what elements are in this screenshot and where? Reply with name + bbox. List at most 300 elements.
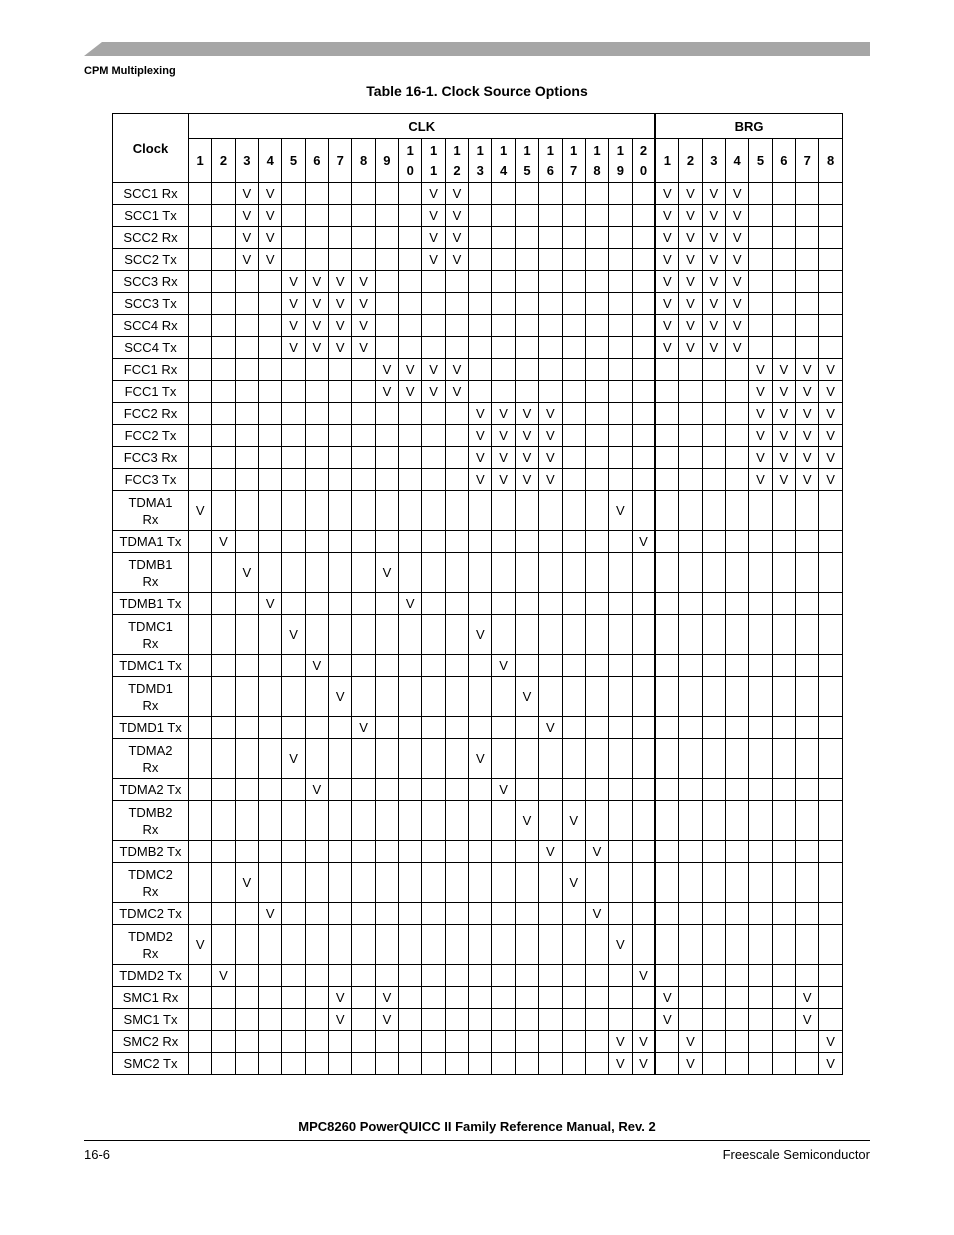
clk-cell — [282, 655, 305, 677]
clk-cell — [632, 593, 655, 615]
brg-cell — [702, 863, 725, 903]
table-row — [113, 293, 843, 315]
brg-cell — [726, 381, 749, 403]
clk-cell — [422, 337, 445, 359]
brg-cell — [726, 739, 749, 779]
brg-cell: V — [819, 359, 842, 381]
clk-cell — [585, 447, 608, 469]
clk-cell — [259, 1053, 282, 1075]
clk-cell: V — [259, 249, 282, 271]
clk-cell — [632, 801, 655, 841]
clk-cell — [445, 337, 468, 359]
clk-cell — [492, 359, 515, 381]
clk-cell — [422, 1053, 445, 1075]
clk-cell — [375, 717, 398, 739]
clk-cell — [469, 1031, 492, 1053]
brg-cell — [772, 717, 795, 739]
clk-cell: V — [189, 491, 212, 531]
brg-cell — [655, 965, 678, 987]
clk-cell — [562, 491, 585, 531]
brg-cell — [749, 739, 772, 779]
clk-cell — [329, 863, 352, 903]
brg-column-header: 5 — [749, 139, 772, 183]
clk-cell — [235, 593, 258, 615]
clk-cell: V — [469, 403, 492, 425]
clk-cell — [609, 315, 632, 337]
brg-cell — [679, 469, 702, 491]
clk-cell — [189, 447, 212, 469]
clk-column-header: 18 — [585, 139, 608, 183]
clk-cell — [492, 801, 515, 841]
clk-cell — [585, 359, 608, 381]
clk-cell — [539, 739, 562, 779]
clk-cell — [399, 779, 422, 801]
clk-cell — [329, 469, 352, 491]
row-label: SMC2 Tx — [113, 1053, 189, 1075]
clk-cell — [422, 903, 445, 925]
clk-cell — [282, 593, 305, 615]
clk-cell — [585, 271, 608, 293]
clk-cell: V — [445, 249, 468, 271]
clock-source-table — [112, 113, 843, 1075]
clk-cell — [235, 381, 258, 403]
clk-cell: V — [445, 227, 468, 249]
clk-cell — [445, 965, 468, 987]
clk-cell — [329, 925, 352, 965]
brg-cell — [749, 205, 772, 227]
clk-cell — [492, 271, 515, 293]
clk-cell — [539, 491, 562, 531]
clk-cell: V — [469, 447, 492, 469]
brg-column-header: 3 — [702, 139, 725, 183]
brg-cell — [702, 987, 725, 1009]
row-label: SCC4 Tx — [113, 337, 189, 359]
clk-cell — [469, 717, 492, 739]
clk-cell: V — [375, 359, 398, 381]
clk-cell: V — [422, 249, 445, 271]
brg-cell — [819, 531, 842, 553]
clk-cell: V — [212, 965, 235, 987]
clk-cell — [469, 381, 492, 403]
clk-cell — [399, 615, 422, 655]
brg-cell — [655, 1053, 678, 1075]
clk-cell — [329, 739, 352, 779]
clk-cell — [189, 425, 212, 447]
brg-cell — [702, 531, 725, 553]
brg-cell: V — [772, 469, 795, 491]
clk-cell — [235, 717, 258, 739]
brg-cell — [679, 491, 702, 531]
brg-cell — [819, 987, 842, 1009]
table-row — [113, 249, 843, 271]
clk-cell: V — [305, 271, 328, 293]
clk-cell — [352, 227, 375, 249]
clk-cell: V — [422, 183, 445, 205]
brg-cell — [772, 801, 795, 841]
table-row — [113, 965, 843, 987]
clk-cell — [259, 925, 282, 965]
table-row — [113, 491, 843, 531]
clk-cell — [445, 987, 468, 1009]
clk-cell — [375, 965, 398, 987]
table-row — [113, 801, 843, 841]
clk-cell — [445, 655, 468, 677]
brg-column-header: 6 — [772, 139, 795, 183]
clk-cell — [305, 227, 328, 249]
row-label: SCC3 Rx — [113, 271, 189, 293]
table-row — [113, 469, 843, 491]
clk-cell — [399, 531, 422, 553]
brg-cell — [772, 315, 795, 337]
clk-cell — [305, 447, 328, 469]
clk-cell: V — [282, 337, 305, 359]
brg-cell — [772, 615, 795, 655]
clk-cell — [632, 925, 655, 965]
clk-cell — [492, 227, 515, 249]
clk-cell — [189, 359, 212, 381]
brg-cell — [819, 227, 842, 249]
clk-cell — [212, 447, 235, 469]
clk-cell — [399, 447, 422, 469]
brg-cell — [679, 925, 702, 965]
row-label: TDMB1 Rx — [113, 553, 189, 593]
publisher-name: Freescale Semiconductor — [722, 1147, 870, 1162]
brg-cell: V — [655, 293, 678, 315]
clk-cell — [305, 965, 328, 987]
clk-cell — [212, 615, 235, 655]
clk-column-header: 10 — [399, 139, 422, 183]
brg-cell — [749, 553, 772, 593]
clk-cell — [492, 1031, 515, 1053]
brg-cell — [679, 359, 702, 381]
clk-cell — [469, 903, 492, 925]
clk-cell — [539, 863, 562, 903]
clk-cell — [585, 531, 608, 553]
clk-cell: V — [515, 677, 538, 717]
clk-cell — [352, 381, 375, 403]
clk-cell — [375, 863, 398, 903]
clk-cell — [375, 903, 398, 925]
brg-cell: V — [655, 227, 678, 249]
clk-cell — [632, 271, 655, 293]
clk-cell — [375, 249, 398, 271]
clk-cell — [492, 677, 515, 717]
brg-cell — [726, 925, 749, 965]
clk-cell — [305, 1009, 328, 1031]
clk-cell — [259, 717, 282, 739]
brg-cell — [726, 359, 749, 381]
clk-cell — [189, 403, 212, 425]
clk-cell — [259, 779, 282, 801]
brg-cell — [702, 447, 725, 469]
brg-cell: V — [702, 205, 725, 227]
brg-cell — [749, 863, 772, 903]
clk-cell — [445, 615, 468, 655]
brg-cell — [679, 381, 702, 403]
clk-cell — [562, 205, 585, 227]
brg-cell — [726, 593, 749, 615]
row-label: TDMC2 Rx — [113, 863, 189, 903]
clk-cell: V — [515, 469, 538, 491]
clk-cell — [329, 183, 352, 205]
brg-cell: V — [796, 469, 819, 491]
clk-cell — [329, 553, 352, 593]
brg-cell — [702, 717, 725, 739]
brg-cell: V — [796, 425, 819, 447]
clk-cell — [422, 1009, 445, 1031]
clk-cell — [585, 337, 608, 359]
clk-cell — [189, 987, 212, 1009]
clk-column-header: 19 — [609, 139, 632, 183]
clk-cell — [329, 841, 352, 863]
clk-cell: V — [445, 381, 468, 403]
brg-cell — [819, 183, 842, 205]
clk-cell — [375, 841, 398, 863]
clk-cell — [632, 315, 655, 337]
clk-cell — [539, 293, 562, 315]
clk-cell — [375, 925, 398, 965]
clk-cell — [492, 337, 515, 359]
brg-cell — [679, 965, 702, 987]
clk-cell — [562, 739, 585, 779]
clk-cell — [282, 183, 305, 205]
clk-cell: V — [282, 315, 305, 337]
brg-cell — [655, 615, 678, 655]
brg-cell — [726, 1031, 749, 1053]
clk-cell — [235, 531, 258, 553]
row-label: TDMC2 Tx — [113, 903, 189, 925]
clk-cell — [445, 863, 468, 903]
brg-cell — [796, 271, 819, 293]
clk-cell — [282, 987, 305, 1009]
clk-cell: V — [399, 359, 422, 381]
brg-cell: V — [819, 1031, 842, 1053]
clk-cell — [235, 801, 258, 841]
clk-cell — [469, 965, 492, 987]
clk-cell — [492, 903, 515, 925]
clk-cell — [352, 531, 375, 553]
clk-cell: V — [632, 1031, 655, 1053]
clk-cell — [539, 1031, 562, 1053]
group-header-clk: CLK — [189, 114, 656, 139]
clk-cell — [562, 227, 585, 249]
brg-cell — [796, 553, 819, 593]
clk-cell — [515, 205, 538, 227]
clk-cell — [469, 271, 492, 293]
clk-cell — [422, 271, 445, 293]
clk-cell — [189, 553, 212, 593]
brg-cell — [749, 903, 772, 925]
clk-column-header: 6 — [305, 139, 328, 183]
clk-cell — [562, 1053, 585, 1075]
clk-cell — [212, 863, 235, 903]
clk-cell: V — [235, 227, 258, 249]
clk-cell — [329, 381, 352, 403]
clk-cell — [189, 1009, 212, 1031]
brg-cell — [819, 903, 842, 925]
table-row — [113, 593, 843, 615]
clk-cell — [469, 227, 492, 249]
brg-cell — [796, 593, 819, 615]
clk-cell — [282, 925, 305, 965]
clk-cell — [212, 271, 235, 293]
clk-cell: V — [422, 359, 445, 381]
table-title: Table 16-1. Clock Source Options — [366, 83, 588, 99]
brg-cell — [796, 903, 819, 925]
clk-cell: V — [609, 925, 632, 965]
clk-column-header: 15 — [515, 139, 538, 183]
brg-cell — [772, 249, 795, 271]
clk-cell — [515, 739, 538, 779]
clk-cell — [235, 491, 258, 531]
brg-cell — [772, 1031, 795, 1053]
clk-cell — [399, 1053, 422, 1075]
clk-cell — [352, 491, 375, 531]
clk-cell — [445, 403, 468, 425]
clk-cell — [422, 293, 445, 315]
clk-cell — [515, 293, 538, 315]
clk-cell — [189, 249, 212, 271]
clk-cell: V — [492, 403, 515, 425]
clk-cell — [585, 965, 608, 987]
clk-cell — [609, 593, 632, 615]
clk-cell — [329, 403, 352, 425]
brg-cell — [772, 1009, 795, 1031]
brg-cell — [796, 925, 819, 965]
brg-cell: V — [796, 987, 819, 1009]
clk-cell — [422, 965, 445, 987]
brg-cell — [655, 447, 678, 469]
page-number: 16-6 — [84, 1147, 111, 1162]
brg-cell — [655, 677, 678, 717]
clk-cell: V — [469, 615, 492, 655]
clk-cell — [609, 717, 632, 739]
clk-cell — [445, 271, 468, 293]
brg-cell — [655, 863, 678, 903]
clk-cell — [352, 965, 375, 987]
row-label: TDMA1 Tx — [113, 531, 189, 553]
clk-cell — [259, 655, 282, 677]
clk-cell — [305, 739, 328, 779]
clk-cell — [259, 739, 282, 779]
clk-cell — [235, 271, 258, 293]
brg-cell — [772, 739, 795, 779]
table-row — [113, 227, 843, 249]
brg-cell: V — [655, 249, 678, 271]
clk-cell — [539, 271, 562, 293]
row-label: TDMD1 Tx — [113, 717, 189, 739]
clk-cell — [469, 337, 492, 359]
clk-cell — [212, 205, 235, 227]
brg-cell — [702, 491, 725, 531]
clk-cell — [632, 779, 655, 801]
brg-cell — [726, 801, 749, 841]
clk-cell: V — [375, 1009, 398, 1031]
brg-cell — [749, 965, 772, 987]
brg-cell: V — [702, 315, 725, 337]
brg-cell — [679, 403, 702, 425]
clk-cell — [445, 841, 468, 863]
clk-column-header: 11 — [422, 139, 445, 183]
brg-cell: V — [726, 271, 749, 293]
clk-cell — [609, 403, 632, 425]
clk-cell — [609, 1009, 632, 1031]
brg-cell — [772, 965, 795, 987]
clk-cell — [212, 987, 235, 1009]
clk-cell — [189, 841, 212, 863]
clk-cell — [212, 739, 235, 779]
clk-cell — [375, 677, 398, 717]
brg-cell — [726, 677, 749, 717]
clk-cell — [235, 779, 258, 801]
clk-cell — [632, 615, 655, 655]
clk-cell — [282, 1031, 305, 1053]
row-label: FCC1 Tx — [113, 381, 189, 403]
brg-cell — [772, 841, 795, 863]
clk-cell — [305, 925, 328, 965]
brg-cell: V — [702, 293, 725, 315]
clk-cell — [469, 841, 492, 863]
clk-cell — [539, 615, 562, 655]
brg-cell: V — [679, 183, 702, 205]
row-label: SMC1 Rx — [113, 987, 189, 1009]
clk-cell — [539, 925, 562, 965]
clk-cell — [212, 779, 235, 801]
brg-cell — [819, 779, 842, 801]
clk-cell: V — [329, 293, 352, 315]
brg-cell — [702, 739, 725, 779]
clk-cell — [259, 965, 282, 987]
table-row — [113, 1009, 843, 1031]
clk-cell — [329, 717, 352, 739]
brg-cell — [726, 1009, 749, 1031]
clk-cell — [585, 315, 608, 337]
clk-cell: V — [329, 315, 352, 337]
clk-cell: V — [539, 425, 562, 447]
brg-cell: V — [702, 337, 725, 359]
clk-cell — [189, 801, 212, 841]
clk-cell — [259, 403, 282, 425]
clk-column-header: 1 — [189, 139, 212, 183]
row-label: FCC2 Tx — [113, 425, 189, 447]
brg-cell — [679, 677, 702, 717]
clk-cell — [539, 779, 562, 801]
brg-cell — [726, 469, 749, 491]
clk-cell — [399, 183, 422, 205]
clk-cell — [632, 987, 655, 1009]
clk-cell — [375, 227, 398, 249]
clk-cell — [562, 987, 585, 1009]
clk-cell — [469, 491, 492, 531]
clk-cell: V — [375, 987, 398, 1009]
row-label: TDMA1 Rx — [113, 491, 189, 531]
brg-cell — [655, 381, 678, 403]
clk-cell — [352, 593, 375, 615]
clk-cell — [282, 863, 305, 903]
clk-cell — [189, 381, 212, 403]
clk-cell — [375, 593, 398, 615]
clk-cell — [212, 249, 235, 271]
clk-cell — [305, 425, 328, 447]
clk-cell — [235, 1053, 258, 1075]
clk-cell — [469, 293, 492, 315]
clk-cell — [352, 553, 375, 593]
table-row — [113, 271, 843, 293]
clk-cell — [282, 965, 305, 987]
clk-cell — [375, 615, 398, 655]
clk-cell — [609, 739, 632, 779]
brg-cell: V — [819, 1053, 842, 1075]
